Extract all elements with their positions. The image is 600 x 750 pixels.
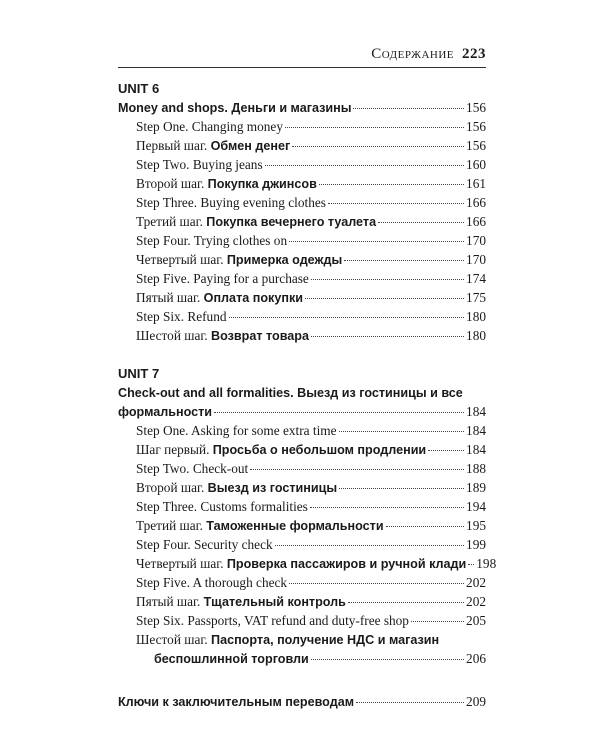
toc-entry-text <box>136 231 287 251</box>
toc-entry-plain: Четвертый шаг. <box>136 252 227 267</box>
unit-7-last-entry-line2: беспошлинной торговли <box>154 652 309 666</box>
dot-leader <box>339 431 465 432</box>
dot-leader <box>311 279 464 280</box>
toc-entry-page: 174 <box>466 271 486 286</box>
toc-entry-page: 166 <box>466 195 486 210</box>
toc-entry[interactable] <box>118 307 486 326</box>
toc-entry-text <box>136 174 317 194</box>
toc-entry[interactable] <box>118 516 486 535</box>
toc-entry[interactable] <box>118 478 486 497</box>
unit-7-last-entry-line1: Шестой шаг. Паспорта, получение НДС и магазин <box>136 632 440 647</box>
toc-entry[interactable] <box>118 231 486 250</box>
dot-leader <box>344 260 464 261</box>
running-header <box>118 46 486 66</box>
dot-leader <box>305 298 464 299</box>
toc-entry[interactable] <box>118 174 486 193</box>
toc-entry-plain: Пятый шаг. <box>136 594 204 609</box>
toc-entry-bold: Тщательный контроль <box>203 595 346 609</box>
dot-leader <box>285 127 464 128</box>
toc-entry[interactable] <box>118 440 486 459</box>
toc-entry-plain: Step Six. Refund <box>136 309 227 324</box>
toc-entry[interactable] <box>118 288 486 307</box>
toc-entry-text <box>136 516 384 536</box>
dot-leader <box>250 469 464 470</box>
toc-entry-plain: Шаг первый. <box>136 442 213 457</box>
toc-entry-bold: Оплата покупки <box>203 291 303 305</box>
toc-entry-plain: Step Five. A thorough check <box>136 575 288 590</box>
toc-entry-page: 156 <box>466 119 486 134</box>
toc-entry-text <box>136 307 227 327</box>
dot-leader <box>468 564 474 565</box>
unit-6-title: Money and shops. Деньги и магазины <box>118 101 352 115</box>
unit-6-title-page: 156 <box>466 100 486 115</box>
toc-entry-bold: Просьба о небольшом продлении <box>212 443 427 457</box>
toc-entry-page: 194 <box>466 499 486 514</box>
toc-entry-text <box>136 250 342 270</box>
toc-entry-page: 161 <box>466 176 486 191</box>
toc-entry-plain: Первый шаг. <box>136 138 211 153</box>
toc-entry-plain: Step Two. Check-out <box>136 461 249 476</box>
toc-entry-text <box>136 193 326 213</box>
toc-entry[interactable] <box>118 611 486 630</box>
toc-entry-text <box>136 554 466 574</box>
toc-entry-text <box>136 478 337 498</box>
spacer <box>118 668 486 692</box>
toc-entry-page: 180 <box>466 328 486 343</box>
toc-entry-page: 160 <box>466 157 486 172</box>
dot-leader <box>339 488 464 489</box>
toc-entry[interactable] <box>118 193 486 212</box>
dot-leader <box>356 702 464 703</box>
toc-entry-plain: Третий шаг. <box>136 518 207 533</box>
dot-leader <box>310 507 464 508</box>
toc-entry[interactable] <box>118 269 486 288</box>
dot-leader <box>214 412 464 413</box>
toc-entry-page: 170 <box>466 252 486 267</box>
toc-entry[interactable] <box>118 554 497 573</box>
toc-entry-plain: Step Four. Trying clothes on <box>136 233 288 248</box>
toc-entry[interactable] <box>118 250 486 269</box>
header-rule <box>118 67 486 68</box>
keys-page: 209 <box>466 694 486 709</box>
dot-leader <box>378 222 464 223</box>
dot-leader <box>319 184 464 185</box>
toc-entry-text <box>136 288 303 308</box>
toc-entry[interactable] <box>118 573 486 592</box>
toc-entry-page: 198 <box>476 556 497 571</box>
toc-entry-bold: Возврат товара <box>211 329 309 343</box>
table-of-contents <box>118 79 497 711</box>
dot-leader <box>311 336 464 337</box>
unit-7-title-page: 184 <box>466 404 486 419</box>
spacer <box>118 345 486 364</box>
dot-leader <box>289 241 464 242</box>
toc-entry-plain: Step One. Asking for some extra time <box>136 423 337 438</box>
toc-entry-text <box>136 611 409 631</box>
toc-entry-plain: Step Three. Customs formalities <box>136 499 308 514</box>
toc-entry-text <box>136 326 309 346</box>
dot-leader <box>265 165 464 166</box>
dot-leader <box>275 545 464 546</box>
dot-leader <box>289 583 464 584</box>
toc-entry-page: 184 <box>466 423 486 438</box>
toc-entry-page: 156 <box>466 138 486 153</box>
toc-entry-page: 166 <box>466 214 486 229</box>
unit-6-title-row[interactable] <box>118 98 486 117</box>
toc-entry[interactable] <box>118 155 486 174</box>
toc-entry-page: 195 <box>466 518 486 533</box>
dot-leader <box>292 146 464 147</box>
toc-entry-plain: Step Two. Buying jeans <box>136 157 263 172</box>
toc-entry-text <box>136 269 309 289</box>
toc-entry-bold: Выезд из гостиницы <box>207 481 338 495</box>
header-title: Содержание <box>371 46 454 62</box>
toc-entry-page: 180 <box>466 309 486 324</box>
dot-leader <box>353 108 464 109</box>
unit-7-last-entry-page: 206 <box>466 651 486 666</box>
unit-7-last-entry-row[interactable] <box>118 649 486 668</box>
dot-leader <box>411 621 464 622</box>
unit-7-label: UNIT 7 <box>118 366 160 381</box>
toc-entry-plain: Step One. Changing money <box>136 119 283 134</box>
toc-entry-page: 189 <box>466 480 486 495</box>
toc-entry-bold: Примерка одежды <box>226 253 343 267</box>
unit-6-entries <box>118 117 486 345</box>
toc-entry-bold: Таможенные формальности <box>206 519 384 533</box>
toc-entry[interactable] <box>118 497 486 516</box>
toc-entry-plain: Step Six. Passports, VAT refund and duty-free shop <box>136 613 409 628</box>
toc-entry-bold: Покупка джинсов <box>207 177 317 191</box>
toc-entry-page: 202 <box>466 575 486 590</box>
toc-entry-text <box>136 136 290 156</box>
toc-entry-page: 184 <box>466 442 486 457</box>
toc-entry-text <box>136 573 287 593</box>
dot-leader <box>229 317 465 318</box>
toc-entry-plain: Второй шаг. <box>136 176 208 191</box>
toc-entry-plain: Step Four. Security check <box>136 537 273 552</box>
toc-entry-text <box>136 592 346 612</box>
toc-entry-plain: Шестой шаг. <box>136 328 212 343</box>
toc-entry-plain: Пятый шаг. <box>136 290 204 305</box>
toc-entry-page: 199 <box>466 537 486 552</box>
toc-entry[interactable] <box>118 212 486 231</box>
keys-title: Ключи к заключительным переводам <box>118 695 355 709</box>
toc-entry[interactable] <box>118 136 486 155</box>
toc-entry[interactable] <box>118 117 486 136</box>
toc-entry-text <box>136 535 273 555</box>
dot-leader <box>311 659 464 660</box>
header-page-number: 223 <box>462 46 486 62</box>
toc-entry-text <box>136 117 283 137</box>
toc-entry-page: 188 <box>466 461 486 476</box>
toc-entry-bold: Обмен денег <box>210 139 291 153</box>
toc-entry-plain: Второй шаг. <box>136 480 208 495</box>
toc-entry[interactable] <box>118 592 486 611</box>
unit-7-title-line1: Check-out and all formalities. Выезд из гостиницы и все <box>118 386 463 400</box>
unit-7-title-line2: формальности <box>118 405 213 419</box>
toc-entry-page: 170 <box>466 233 486 248</box>
dot-leader <box>386 526 464 527</box>
dot-leader <box>348 602 464 603</box>
toc-entry-bold: Покупка вечернего туалета <box>206 215 377 229</box>
toc-entry[interactable] <box>118 326 486 345</box>
toc-entry[interactable] <box>118 421 486 440</box>
toc-entry[interactable] <box>118 459 486 478</box>
toc-entry[interactable] <box>118 535 486 554</box>
toc-entry-plain: Третий шаг. <box>136 214 207 229</box>
toc-entry-text <box>136 212 376 232</box>
unit-7-entries <box>118 421 497 630</box>
unit-7-title-row[interactable] <box>118 402 486 421</box>
toc-entry-page: 202 <box>466 594 486 609</box>
keys-row[interactable] <box>118 692 486 711</box>
toc-entry-plain: Четвертый шаг. <box>136 556 227 571</box>
toc-entry-text <box>136 421 337 441</box>
toc-entry-bold: Проверка пассажиров и ручной клади <box>226 557 467 571</box>
toc-entry-text <box>136 459 248 479</box>
unit-6-label: UNIT 6 <box>118 81 160 96</box>
toc-entry-plain: Step Three. Buying evening clothes <box>136 195 326 210</box>
toc-entry-page: 205 <box>466 613 486 628</box>
toc-entry-page: 175 <box>466 290 486 305</box>
toc-entry-text <box>136 497 308 517</box>
toc-entry-text <box>136 440 426 460</box>
toc-entry-text <box>136 155 263 175</box>
dot-leader <box>328 203 464 204</box>
toc-entry-plain: Step Five. Paying for a purchase <box>136 271 309 286</box>
dot-leader <box>428 450 464 451</box>
